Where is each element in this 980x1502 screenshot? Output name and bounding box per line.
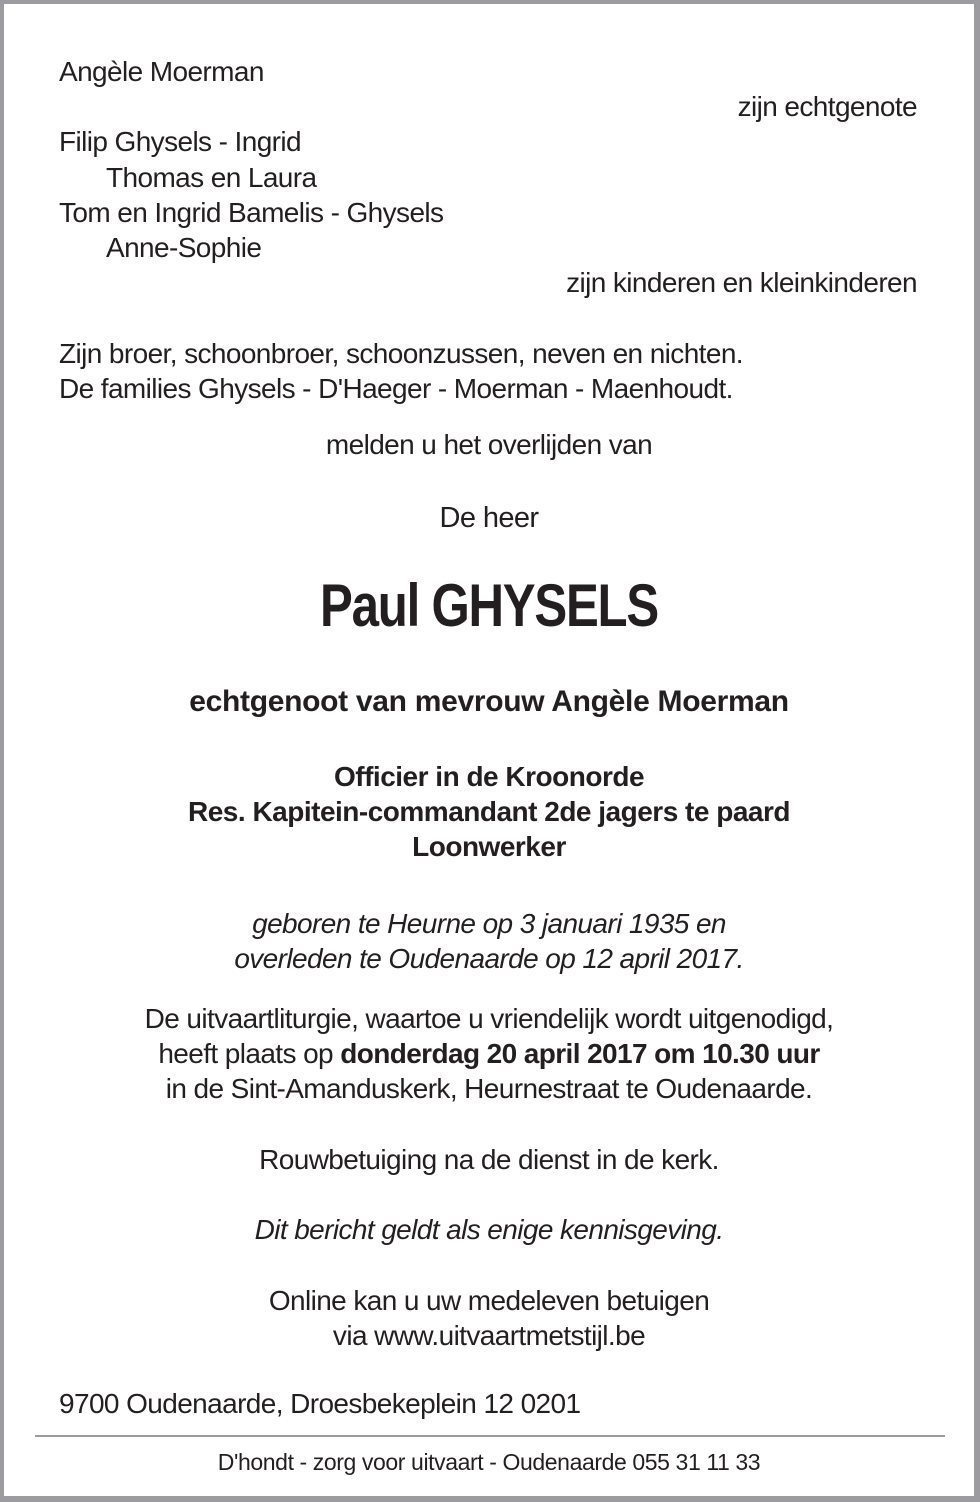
address: 9700 Oudenaarde, Droesbekeplein 12 0201 bbox=[59, 1388, 581, 1419]
funeral-line-2 bbox=[4, 1037, 974, 1071]
obituary-card bbox=[4, 4, 974, 1496]
died: overleden te Oudenaarde op 12 april 2017. bbox=[234, 943, 744, 974]
child-1: Filip Ghysels - Ingrid bbox=[59, 126, 301, 157]
online-line-1: Online kan u uw medeleven betuigen bbox=[268, 1285, 710, 1316]
announcement: melden u het overlijden van bbox=[325, 429, 653, 460]
notice-only: Dit bericht geldt als enige kennisgeving. bbox=[254, 1214, 724, 1245]
honor-3: Loonwerker bbox=[412, 831, 566, 862]
deceased-name: Paul GHYSELS bbox=[320, 572, 658, 639]
funeral-line-1: De uitvaartliturgie, waartoe u vriendelijk wordt uitgenodigd, bbox=[144, 1003, 834, 1034]
divider bbox=[35, 1435, 945, 1437]
footer: D'hondt - zorg voor uitvaart - Oudenaarde 055 31 11 33 bbox=[217, 1449, 761, 1475]
children-label: zijn kinderen en kleinkinderen bbox=[566, 267, 917, 298]
online-line-2: via www.uitvaartmetstijl.be bbox=[332, 1320, 646, 1351]
born: geboren te Heurne op 3 januari 1935 en bbox=[252, 908, 726, 939]
grandchildren-2: Anne-Sophie bbox=[106, 232, 262, 263]
funeral-line-3: in de Sint-Amanduskerk, Heurnestraat te Oudenaarde. bbox=[165, 1073, 813, 1104]
spouse-label: zijn echtgenote bbox=[737, 91, 917, 122]
funeral-datetime: donderdag 20 april 2017 om 10.30 uur bbox=[340, 1038, 820, 1069]
child-2: Tom en Ingrid Bamelis - Ghysels bbox=[59, 197, 444, 228]
relatives-line-1: Zijn broer, schoonbroer, schoonzussen, neven en nichten. bbox=[59, 338, 743, 369]
grandchildren-1: Thomas en Laura bbox=[106, 162, 317, 193]
condolence: Rouwbetuiging na de dienst in de kerk. bbox=[259, 1144, 719, 1175]
spouse-name: Angèle Moerman bbox=[59, 56, 264, 87]
title: De heer bbox=[439, 502, 539, 534]
relatives-line-2: De families Ghysels - D'Haeger - Moerman - Maenhoudt. bbox=[59, 373, 733, 404]
honor-1: Officier in de Kroonorde bbox=[333, 761, 645, 792]
honor-2: Res. Kapitein-commandant 2de jagers te paard bbox=[188, 796, 790, 827]
funeral-prefix: heeft plaats op bbox=[158, 1038, 341, 1069]
spouse-of: echtgenoot van mevrouw Angèle Moerman bbox=[189, 685, 789, 718]
